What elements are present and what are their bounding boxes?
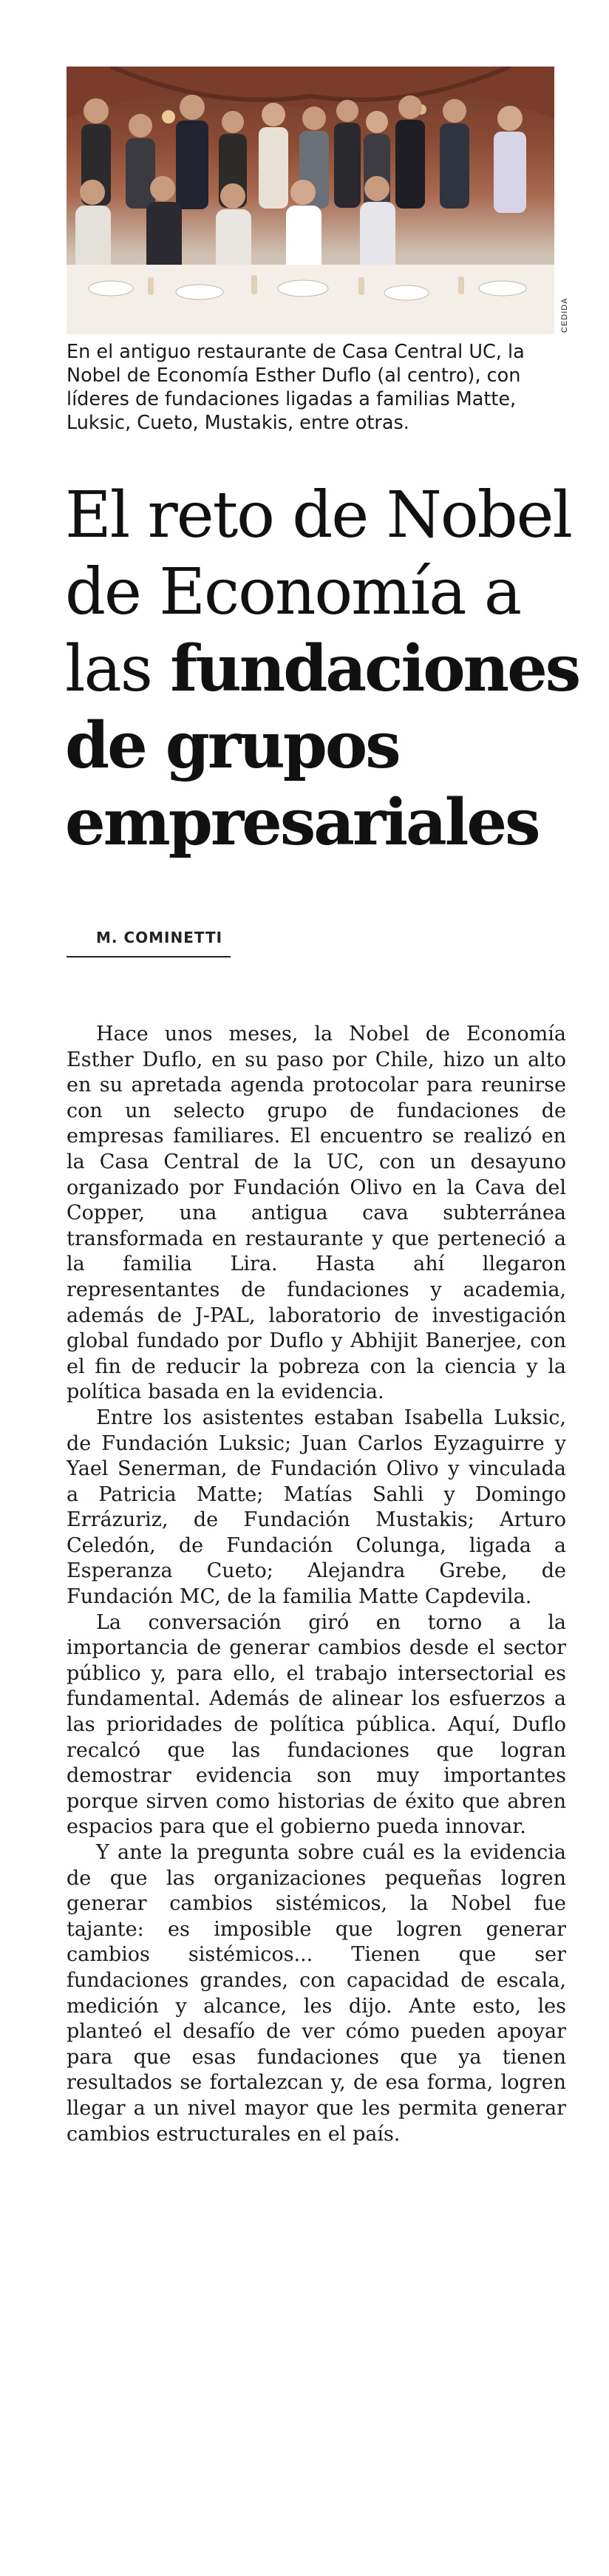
body-paragraph-3: La conversación giró en torno a la importancia de generar cambios desde el sector público y, para ello, el trabajo intersectorial es fundamental. Además de alinear los esfuerzos a las prioridades de política pública. Aquí, Duflo recalcó que las fundaciones que logran demostrar evidencia son muy importantes porque sirven como historias de éxito que abren espacios para que el gobierno pueda innovar. — [67, 1610, 566, 1839]
body-paragraph-1: Hace unos meses, la Nobel de Economía Esther Duflo, en su paso por Chile, hizo un alto en su apretada agenda protocolar para reunirse con un selecto grupo de fundaciones de empresas familiares. El encuentro se realizó en la Casa Central de la UC, con un desayuno organizado por Fundación Olivo en la Cava del Copper, una antigua cava subterránea transformada en restaurante y que perteneció a la familia Lira. Hasta ahí llegaron representantes de fundaciones y academia, además de J-PAL, laboratorio de investigación global fundado por Duflo y Abhijit Banerjee, con el fin de reducir la pobreza con la ciencia y la política basada en la evidencia. — [67, 1023, 566, 1404]
author-byline: M. COMINETTI — [96, 929, 223, 946]
headline-line-3-regular: las — [65, 632, 171, 706]
body-paragraph-2: Entre los asistentes estaban Isabella Luksic, de Fundación Luksic; Juan Carlos Eyzaguirre y Yael Senerman, de Fundación Olivo y vinculada a Patricia Matte; Matías Sahli y Domingo Errázuriz, de Fundación Mustakis; Arturo Celedón, de Fundación Colunga, ligada a Esperanza Cueto; Alejandra Grebe, de Fundación MC, de la familia Matte Capdevila. — [67, 1406, 566, 1609]
photo-credit: CEDIDA — [560, 297, 569, 333]
group-photo-illustration — [67, 67, 554, 334]
headline — [65, 477, 582, 861]
headline-line-2: de Economía a — [65, 555, 521, 629]
headline-line-5: empresariales — [65, 785, 539, 860]
article-body — [67, 1022, 566, 2147]
byline-divider — [67, 956, 231, 957]
photo-caption: En el antiguo restaurante de Casa Central UC, la Nobel de Economía Esther Duflo (al centro), con líderes de fundaciones ligadas a familias Matte, Luksic, Cueto, Mustakis, entre otras. — [67, 341, 525, 434]
headline-line-4: de grupos — [65, 708, 399, 783]
body-paragraph-4: Y ante la pregunta sobre cuál es la evidencia de que las organizaciones pequeñas logren generar cambios sistémicos, la Nobel fue tajante: es imposible que logren generar cambios sistémicos... Tienen que ser fundaciones grandes, con capacidad de escala, medición y alcance, les dijo. Ante esto, les planteó el desafío de ver cómo pueden apoyar para que esas fundaciones que ya tienen resultados se fortalezcan y, de esa forma, logren llegar a un nivel mayor que les permita generar cambios estructurales en el país. — [67, 1841, 566, 2146]
headline-line-3 — [65, 631, 582, 708]
headline-line-3-bold: fundaciones — [170, 631, 579, 706]
headline-line-1: El reto de Nobel — [65, 478, 572, 552]
group-photo — [67, 67, 554, 334]
